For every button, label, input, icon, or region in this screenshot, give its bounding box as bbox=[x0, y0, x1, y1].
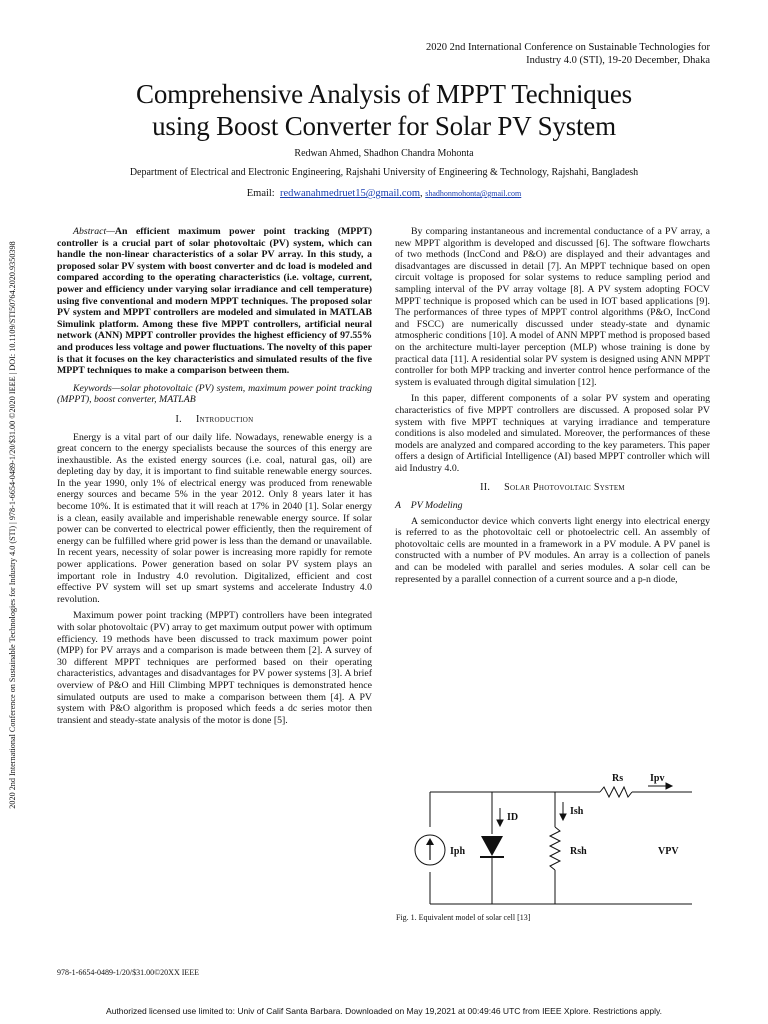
keywords-text: solar photovoltaic (PV) system, maximum power point tracking (MPPT), boost converter, MATLAB bbox=[57, 382, 372, 406]
intro-paragraph-1: Energy is a vital part of our daily life. Nowadays, renewable energy is a great concern to the energy specialists because the sources of this energy are inexhaustible. As the existed energy sources (i.e. coal, natural gas, oil) are depleting day by day, it is important to find suitable renewable energy sources. In the year 1990, only 1% of electrical energy was produced from renewable energy sources and became 5% in the year 2012. Only 8 years later it has become 10%. It is estimated that it will reach at 17% in 2040 [1]. Solar energy is a clean, easily available and imperishable renewable energy source. If solar power can be converted to electrical power efficiently, then the requirement of energy can be fulfilled where grid power is less than the demand or unavailable. In recent years, necessity of solar power is increasing more rapidly for remote power applications. Power generation based on solar PV system plays an important role in Industry 4.0 revolution. Digitalized, efficient and cost effective PV system will set up smart systems and accelerate Industry 4.0 revolution. bbox=[57, 431, 372, 605]
series-resistor-symbol bbox=[600, 787, 632, 797]
email-label: Email: bbox=[246, 188, 275, 199]
intro-paragraph-2: Maximum power point tracking (MPPT) controllers have been integrated with solar photovoltaic (PV) array to get maximum output power with optimum efficiency. 19 methods have been discussed to track maximum power point (MPP) for PV arrays and a comparison is made between them [2]. A survey of 30 different MPPT techniques are performed based on their operating characteristics, advantages and disadvantages for PV power systems [3]. A brief overview of P&O and Hill Climbing MPPT techniques is demonstrated hence simulated outputs are used to make a comparison between them [4]. A PV system with P&O algorithm is proposed which feeds a dc series motor then transient and steady-state analysis of the motor is done [5]. bbox=[57, 610, 372, 726]
email-separator: , bbox=[419, 188, 423, 199]
side-identifier: 2020 2nd International Conference on Sustainable Technologies for Industry 4.0 (STI) | 978-1-6654-0489-1/20/$31.00 ©2020 IEEE | DOI: 10.1109/STI50764.2020.9350398 bbox=[8, 241, 17, 809]
section-heading-solar-pv bbox=[395, 482, 710, 494]
pv-modeling-paragraph: A semiconductor device which converts light energy into electrical energy is referred to as the photovoltaic cell or photoelectric cell. An assembly of photovoltaic cells are mounted in a framework in a PV module. A PV panel is constructed with a number of PV modules. An array is a collection of panels and can be modeled with parallel and series modules. A solar cell can be represented by a parallel connection of a current source and a p-n diode, bbox=[395, 515, 710, 585]
subsection-heading-pv-modeling bbox=[395, 500, 710, 512]
subsection-letter: A bbox=[395, 500, 401, 512]
left-column bbox=[57, 226, 372, 731]
figure-caption: Fig. 1. Equivalent model of solar cell [13] bbox=[396, 913, 531, 922]
shunt-resistor-symbol bbox=[550, 827, 560, 870]
license-note: Authorized licensed use limited to: Univ of Calif Santa Barbara. Downloaded on May 19,2021 at 00:49:46 UTC from IEEE Xplore. Restrictions apply. bbox=[106, 1006, 662, 1016]
label-iph: Iph bbox=[450, 846, 466, 857]
label-id: ID bbox=[507, 812, 519, 823]
current-source-symbol bbox=[415, 835, 445, 865]
section-title: Introduction bbox=[195, 413, 254, 425]
title-line-2: using Boost Converter for Solar PV System bbox=[152, 111, 616, 141]
abstract-label: Abstract— bbox=[73, 226, 115, 237]
section-title: Solar Photovoltaic System bbox=[504, 482, 625, 494]
label-ish: Ish bbox=[570, 806, 584, 817]
email-line bbox=[0, 188, 768, 199]
section-number: I. bbox=[175, 413, 182, 425]
conference-header bbox=[290, 42, 710, 67]
section-number: II. bbox=[480, 482, 491, 494]
conference-line-1: 2020 2nd International Conference on Sustainable Technologies for bbox=[426, 42, 710, 53]
keywords bbox=[57, 383, 372, 406]
paper-title bbox=[60, 78, 708, 142]
conference-line-2: Industry 4.0 (STI), 19-20 December, Dhaka bbox=[526, 54, 710, 66]
title-line-1: Comprehensive Analysis of MPPT Techniques bbox=[136, 79, 632, 109]
authors: Redwan Ahmed, Shadhon Chandra Mohonta bbox=[294, 148, 474, 159]
right-column bbox=[395, 226, 710, 590]
intro-paragraph-4: In this paper, different components of a solar PV system and operating characteristics of five MPPT controllers are discussed. A proposed solar PV system with five MPPT techniques at varying irradiance and temperature conditions is also modeled and simulated. Moreover, the performances of these models are analyzed and compared according to the key parameters. This paper offers a design of Artificial Intelligence (AI) based MPPT controller which will aid Industry 4.0. bbox=[395, 393, 710, 474]
label-rsh: Rsh bbox=[570, 846, 587, 857]
footer-code: 978-1-6654-0489-1/20/$31.00©20XX IEEE bbox=[57, 968, 200, 977]
affiliation: Department of Electrical and Electronic Engineering, Rajshahi University of Engineering & Technology, Rajshahi, Bangladesh bbox=[129, 167, 639, 178]
email-link-1[interactable]: redwanahmedruet15@gmail.com bbox=[279, 188, 420, 199]
subsection-title: PV Modeling bbox=[410, 500, 463, 512]
label-vpv: VPV bbox=[658, 846, 679, 857]
abstract-text: An efficient maximum power point tracking (MPPT) controller is a crucial part of solar photovoltaic (PV) system, which can handle the non-linear characteristics of a solar PV array. In this study, a proposed solar PV system with boost converter and dc load is modeled and compared according to the operating characteristics (i.e. voltage, current, power and efficiency under varying solar irradiance and cell temperature) using five conventional and modern MPPT techniques. The proposed solar PV system and MPPT controllers are modeled and simulated in MATLAB Simulink platform. Among these five MPPT controllers, artificial neural network (ANN) MPPT controller provides the highest efficiency of 97.55% and produces less voltage and power fluctuations. The novelty of this paper is that it focuses on the key characteristics and simulated results of the five MPPT techniques to make a comparison between them. bbox=[57, 226, 372, 377]
keywords-label: Keywords— bbox=[73, 382, 121, 394]
diode-symbol bbox=[480, 836, 504, 857]
label-ipv: Ipv bbox=[650, 773, 665, 784]
abstract bbox=[57, 226, 372, 377]
equivalent-circuit-figure bbox=[400, 772, 700, 912]
label-rs: Rs bbox=[612, 773, 624, 784]
section-heading-introduction bbox=[57, 414, 372, 426]
email-link-2[interactable]: shadhonmohonta@gmail.com bbox=[425, 189, 522, 198]
intro-paragraph-3: By comparing instantaneous and incremental conductance of a PV array, a new MPPT algorithm is developed and discussed [6]. The software flowcharts of two methods (IncCond and P&O) are displayed and their advantages and disadvantages are discussed in detail [7]. An MPPT technique based on open circuit voltage is proposed for solar systems to reduce sampling period and sampling interval of the PV array voltage [8]. A PV system adopting FOCV MPPT technique is proposed which can be used in IOT based applications [9]. The performances of three types of MPPT control algorithms (P&O, IncCond and FSCC) are numerically discussed under steady-state and dynamic atmospheric conditions [10]. A model of ANN MPPT method is proposed based on the architecture multi-layer perception (MLP) whose training is done by practical data [11]. A residential solar PV system is designed using ANN MPPT controller for both MPP tracking and inverter control hence performance of the system is evaluated through digital simulation [12]. bbox=[395, 226, 710, 388]
